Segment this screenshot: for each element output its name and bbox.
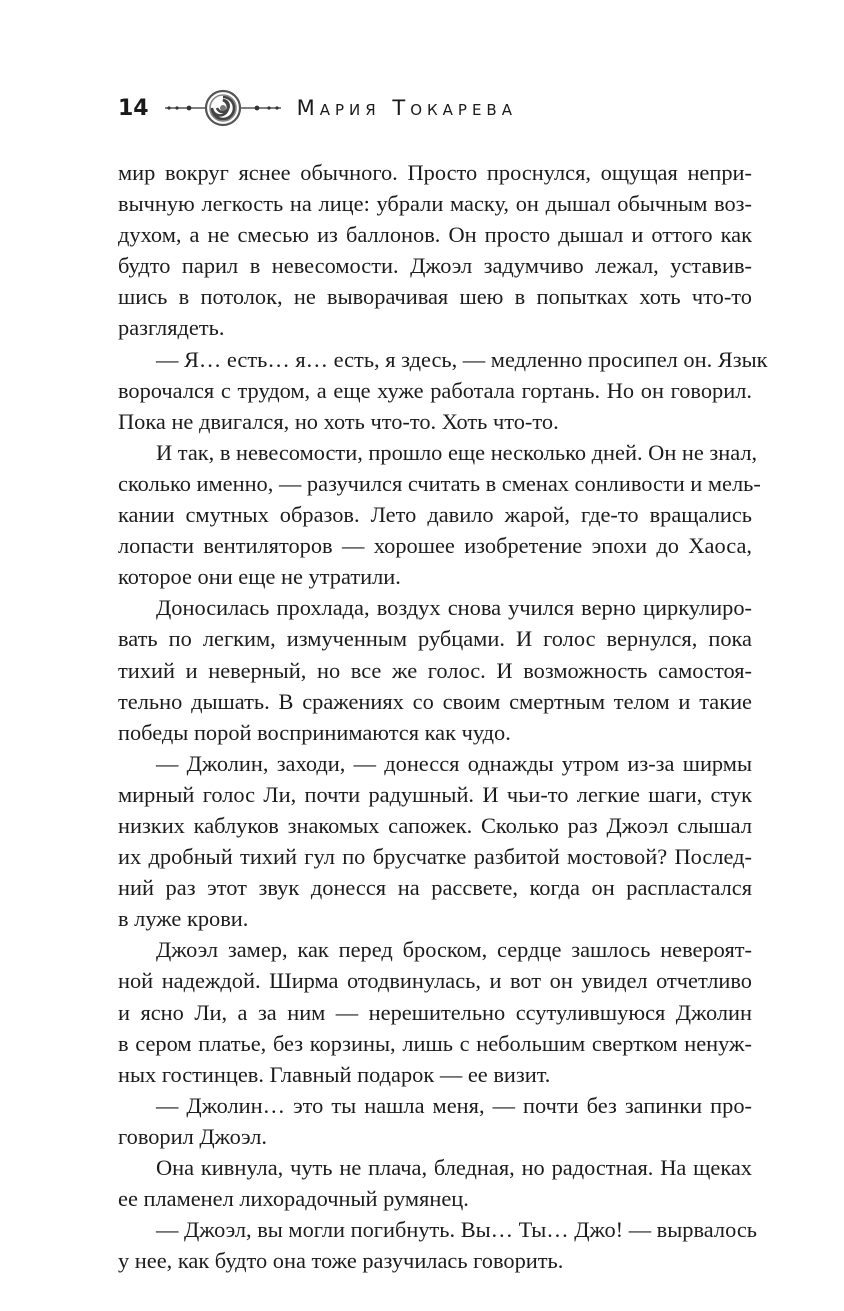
text-line: разглядеть. bbox=[118, 315, 225, 341]
paragraph bbox=[118, 748, 752, 935]
text-line: в луже крови. bbox=[118, 906, 249, 932]
text-line: вычную легкость на лице: убрали маску, он дышал обычным воз- bbox=[118, 191, 752, 217]
paragraph bbox=[118, 157, 752, 344]
paragraph bbox=[118, 344, 768, 437]
text-line: Она кивнула, чуть не плача, бледная, но радостная. На щеках bbox=[156, 1155, 752, 1180]
text-line: в сером платье, без корзины, лишь с небольшим свертком ненуж- bbox=[118, 1030, 752, 1056]
text-line: И так, в невесомости, прошло еще несколько дней. Он не знал, bbox=[156, 439, 758, 465]
text-line: — Я… есть… я… есть, я здесь, — медленно просипел он. Язык bbox=[156, 346, 768, 372]
text-line: которое они еще не утратили. bbox=[118, 564, 401, 590]
text-line: лопасти вентиляторов — хорошее изобретение эпохи до Хаоса, bbox=[118, 533, 752, 559]
text-line: победы порой воспринимаются как чудо. bbox=[118, 719, 511, 745]
running-header bbox=[118, 88, 738, 128]
text-line: мирный голос Ли, почти радушный. И чьи-то легкие шаги, стук bbox=[118, 781, 752, 807]
text-line: и ясно Ли, а за ним — нерешительно ссутулившуюся Джолин bbox=[118, 999, 752, 1025]
text-line: ний раз этот звук донесся на рассвете, когда он распластался bbox=[118, 875, 752, 901]
text-line: — Джолин… это ты нашла меня, — почти без запинки про- bbox=[156, 1092, 752, 1118]
text-line: говорил Джоэл. bbox=[118, 1123, 268, 1149]
text-line: ных гостинцев. Главный подарок — ее визит. bbox=[118, 1061, 551, 1087]
body-text bbox=[118, 157, 768, 1276]
text-line: тельно дышать. В сражениях со своим смертным телом и такие bbox=[118, 688, 752, 714]
spiral-ornament-icon bbox=[163, 88, 283, 128]
paragraph bbox=[118, 1090, 752, 1152]
text-line: их дробный тихий гул по брусчатке разбитой мостовой? Послед- bbox=[118, 844, 752, 870]
text-line: у нее, как будто она тоже разучилась говорить. bbox=[118, 1248, 564, 1274]
page-number: 14 bbox=[118, 95, 149, 121]
paragraph bbox=[118, 437, 761, 592]
text-line: Пока не двигался, но хоть что-то. Хоть что-то. bbox=[118, 408, 559, 434]
paragraph bbox=[118, 1152, 752, 1214]
text-line: — Джолин, заходи, — донесся однажды утром из-за ширмы bbox=[156, 750, 752, 776]
text-line: шись в потолок, не выворачивая шею в попытках хоть что-то bbox=[118, 284, 752, 310]
paragraph bbox=[118, 1214, 757, 1276]
text-line: Джоэл замер, как перед броском, сердце зашлось невероят- bbox=[156, 937, 752, 963]
text-line: сколько именно, — разучился считать в сменах сонливости и мель- bbox=[118, 470, 761, 496]
text-line: Доносилась прохлада, воздух снова учился верно циркулиро- bbox=[156, 595, 752, 621]
text-line: — Джоэл, вы могли погибнуть. Вы… Ты… Джо! — вырвалось bbox=[156, 1217, 757, 1243]
text-line: ворочался с трудом, а еще хуже работала гортань. Но он говорил. bbox=[118, 377, 752, 403]
paragraph bbox=[118, 934, 752, 1089]
text-line: будто парил в невесомости. Джоэл задумчиво лежал, уставив- bbox=[118, 253, 752, 279]
text-line: мир вокруг яснее обычного. Просто проснулся, ощущая непри- bbox=[118, 160, 752, 185]
text-line: тихий и неверный, но все же голос. И возможность самостоя- bbox=[118, 657, 752, 683]
text-line: ее пламенел лихорадочный румянец. bbox=[118, 1186, 469, 1212]
text-line: вать по легким, измученным рубцами. И голос вернулся, пока bbox=[118, 626, 752, 652]
author-name: Мария Токарева bbox=[296, 96, 517, 120]
text-line: кании смутных образов. Лето давило жарой, где-то вращались bbox=[118, 502, 752, 528]
paragraph bbox=[118, 592, 752, 747]
text-line: низких каблуков знакомых сапожек. Сколько раз Джоэл слышал bbox=[118, 812, 752, 838]
text-line: ной надеждой. Ширма отодвинулась, и вот он увидел отчетливо bbox=[118, 968, 752, 994]
text-line: духом, а не смесью из баллонов. Он просто дышал и оттого как bbox=[118, 222, 752, 248]
